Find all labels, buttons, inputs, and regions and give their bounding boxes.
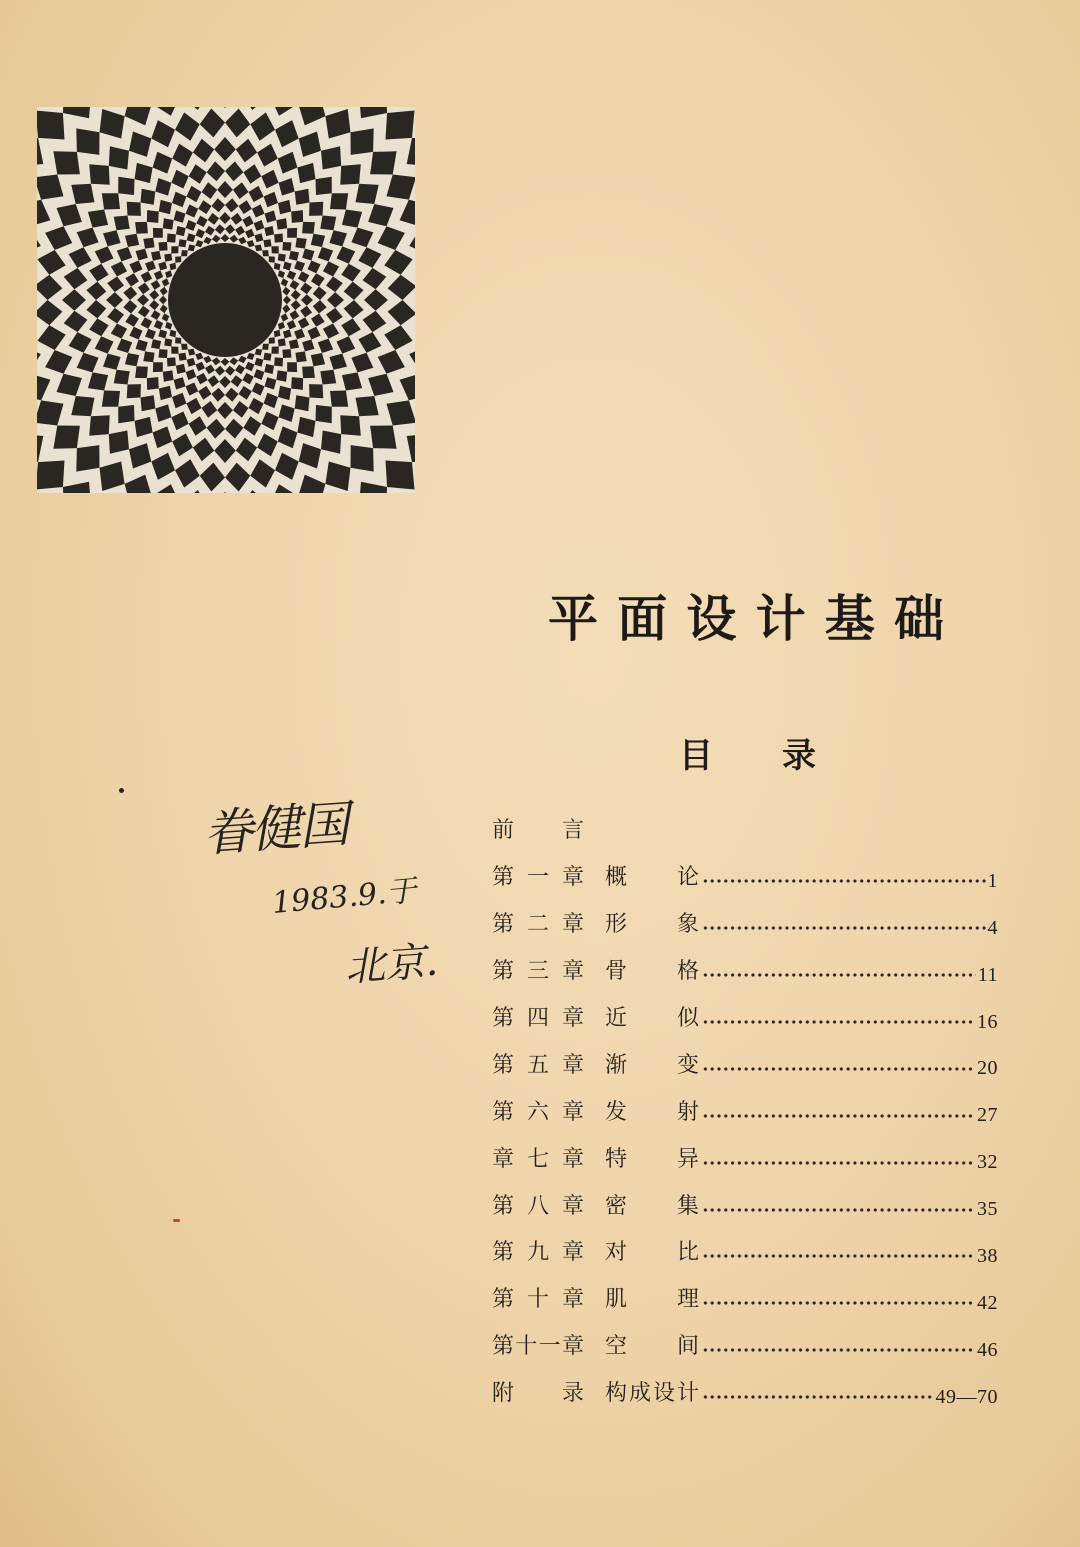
op-art-diamond — [171, 246, 178, 253]
toc-dot-leader — [702, 1345, 975, 1355]
toc-entry-appendix — [492, 1371, 998, 1418]
op-art-diamond — [37, 461, 65, 490]
toc-dot-leader — [702, 1158, 975, 1168]
toc-dot-leader — [702, 876, 986, 886]
op-art-diamond — [181, 250, 188, 256]
op-art-diamond — [263, 239, 271, 247]
toc-entry — [492, 1042, 998, 1089]
toc-chapter-label: 第十章 — [492, 1287, 584, 1313]
toc-chapter-title: 构成设计 — [605, 1381, 699, 1407]
op-art-center-disc — [168, 243, 282, 357]
op-art-diamond — [269, 256, 275, 263]
op-art-diamond — [309, 202, 323, 216]
op-art-diamond — [114, 370, 130, 385]
op-art-diamond — [135, 222, 148, 234]
toc-entry — [492, 902, 998, 949]
op-art-diamond — [316, 405, 332, 423]
table-of-contents — [492, 808, 998, 1418]
op-art-diamond — [159, 349, 168, 358]
toc-chapter-title: 骨格 — [605, 959, 699, 985]
toc-chapter-title: 概论 — [605, 865, 699, 891]
toc-dot-leader — [702, 923, 986, 933]
op-art-diamond — [316, 177, 332, 195]
op-art-diamond — [330, 193, 348, 209]
toc-chapter-label: 第六章 — [492, 1099, 584, 1125]
toc-page-number: 49—70 — [935, 1385, 998, 1408]
op-art-diamond — [147, 210, 159, 223]
op-art-diamond — [386, 461, 415, 490]
op-art-diamond — [179, 353, 187, 361]
op-art-diamond — [171, 347, 178, 354]
op-art-diamond — [282, 349, 291, 358]
toc-chapter-label: 第四章 — [492, 1006, 584, 1031]
toc-page-number: 35 — [977, 1198, 998, 1221]
op-art-diamond — [262, 344, 269, 350]
op-art-diamond — [278, 254, 286, 262]
op-art-diamond — [118, 405, 134, 423]
op-art-diamond — [351, 445, 374, 472]
toc-chapter-label: 第二章 — [492, 912, 584, 938]
op-art-diamond — [370, 426, 397, 449]
op-art-diamond — [159, 242, 168, 251]
toc-page-number: 32 — [977, 1151, 998, 1174]
toc-chapter-title: 渐变 — [605, 1052, 699, 1078]
op-art-diamond — [272, 347, 279, 354]
toc-chapter-label: 前言 — [492, 818, 584, 844]
op-art-svg — [37, 107, 415, 493]
toc-dot-leader — [702, 1017, 975, 1027]
op-art-diamond — [153, 362, 163, 372]
op-art-diamond — [295, 238, 306, 249]
op-art-diamond — [76, 445, 99, 472]
toc-chapter-label: 第五章 — [492, 1052, 584, 1078]
toc-dot-leader — [702, 1251, 975, 1261]
op-art-diamond — [37, 111, 65, 140]
op-art-diamond — [276, 370, 287, 381]
op-art-diamond — [89, 164, 110, 185]
toc-chapter-title: 空间 — [605, 1334, 699, 1360]
op-art-diamond — [274, 234, 283, 243]
toc-entry — [492, 855, 998, 902]
toc-chapter-title: 发射 — [605, 1099, 699, 1125]
op-art-diamond — [291, 210, 303, 223]
toc-chapter-title: 肌理 — [605, 1287, 699, 1313]
toc-dot-leader — [702, 1392, 934, 1402]
red-ink-mark — [173, 1219, 180, 1222]
op-art-diamond — [330, 391, 348, 407]
toc-page-number: 38 — [977, 1244, 998, 1267]
handwritten-signature-date: 1983.9.于 — [270, 873, 418, 921]
op-art-diamond — [263, 353, 271, 361]
toc-entry — [492, 1136, 998, 1183]
op-art-diamond — [141, 395, 156, 411]
op-art-diamond — [262, 250, 269, 256]
op-art-diamond — [295, 351, 306, 362]
op-art-diamond — [282, 242, 291, 251]
op-art-diamond — [153, 228, 163, 238]
toc-dot-leader — [702, 1205, 975, 1215]
toc-dot-leader — [702, 970, 976, 980]
op-art-diamond — [320, 216, 336, 231]
toc-chapter-label: 第一章 — [492, 865, 584, 891]
toc-chapter-title: 近似 — [605, 1006, 699, 1031]
op-art-diamond — [167, 357, 176, 366]
op-art-diamond — [141, 189, 156, 205]
toc-page-number: 27 — [977, 1104, 998, 1127]
toc-chapter-label: 附录 — [492, 1381, 584, 1407]
op-art-diamond — [175, 337, 181, 344]
toc-page-number: 42 — [977, 1291, 998, 1314]
op-art-diamond — [114, 216, 130, 231]
toc-entry — [492, 1183, 998, 1230]
op-art-diamond — [127, 384, 141, 398]
toc-page-number: 11 — [977, 963, 998, 986]
toc-chapter-label: 第三章 — [492, 959, 584, 985]
toc-heading: 目录 — [679, 736, 816, 776]
toc-dot-leader — [702, 1298, 975, 1308]
op-art-diamond — [351, 128, 374, 155]
op-art-diamond — [175, 256, 181, 263]
op-art-diamond — [276, 218, 287, 229]
op-art-diamond — [386, 111, 415, 140]
handwritten-signature-name: 眷健国 — [201, 795, 349, 863]
op-art-diamond — [302, 366, 315, 378]
op-art-illustration — [37, 107, 415, 493]
toc-page-number: 16 — [977, 1010, 998, 1033]
op-art-diamond — [291, 377, 303, 390]
op-art-diamond — [163, 370, 174, 381]
op-art-diamond — [320, 370, 336, 385]
op-art-diamond — [102, 193, 120, 209]
op-art-diamond — [89, 415, 110, 436]
op-art-diamond — [272, 246, 279, 253]
toc-dot-leader — [702, 1064, 975, 1074]
toc-chapter-title: 特异 — [605, 1146, 699, 1172]
toc-entry — [492, 949, 998, 996]
op-art-diamond — [167, 234, 176, 243]
toc-entry — [492, 996, 998, 1043]
op-art-diamond — [287, 362, 297, 372]
toc-chapter-title: 对比 — [605, 1240, 699, 1266]
op-art-diamond — [370, 151, 397, 174]
toc-chapter-label: 章七章 — [492, 1146, 584, 1172]
handwritten-signature-place: 北京. — [343, 938, 440, 991]
toc-page-number: 20 — [977, 1057, 998, 1080]
op-art-diamond — [118, 177, 134, 195]
op-art-diamond — [143, 238, 154, 249]
op-art-diamond — [302, 222, 315, 234]
op-art-diamond — [164, 254, 172, 262]
toc-page-number: 1 — [987, 869, 998, 892]
toc-entry — [492, 1277, 998, 1324]
op-art-diamond — [127, 202, 141, 216]
toc-page-number: 4 — [987, 916, 998, 939]
ink-speck — [119, 788, 124, 793]
toc-chapter-title: 形象 — [605, 912, 699, 938]
toc-entry — [492, 1324, 998, 1371]
op-art-diamond — [143, 351, 154, 362]
op-art-diamond — [340, 164, 361, 185]
toc-page-number: 46 — [977, 1338, 998, 1361]
op-art-diamond — [147, 377, 159, 390]
op-art-diamond — [135, 366, 148, 378]
toc-entry-preface — [492, 808, 998, 855]
op-art-diamond — [102, 391, 120, 407]
op-art-diamond — [274, 357, 283, 366]
op-art-diamond — [287, 228, 297, 238]
op-art-diamond — [53, 151, 80, 174]
op-art-diamond — [163, 218, 174, 229]
op-art-diamond — [295, 189, 310, 205]
op-art-diamond — [295, 395, 310, 411]
toc-chapter-label: 第十一章 — [492, 1334, 584, 1360]
op-art-diamond — [179, 239, 187, 247]
toc-entry — [492, 1230, 998, 1277]
op-art-diamond — [164, 338, 172, 346]
op-art-diamond — [269, 337, 275, 344]
toc-dot-leader — [702, 1111, 975, 1121]
op-art-diamond — [76, 128, 99, 155]
op-art-diamond — [278, 338, 286, 346]
book-title: 平面设计基础 — [548, 590, 944, 648]
op-art-diamond — [53, 426, 80, 449]
toc-chapter-label: 第九章 — [492, 1240, 584, 1266]
op-art-diamond — [309, 384, 323, 398]
op-art-diamond — [340, 415, 361, 436]
toc-chapter-title: 密集 — [605, 1193, 699, 1219]
toc-chapter-label: 第八章 — [492, 1193, 584, 1219]
op-art-diamond — [181, 344, 188, 350]
toc-entry — [492, 1089, 998, 1136]
